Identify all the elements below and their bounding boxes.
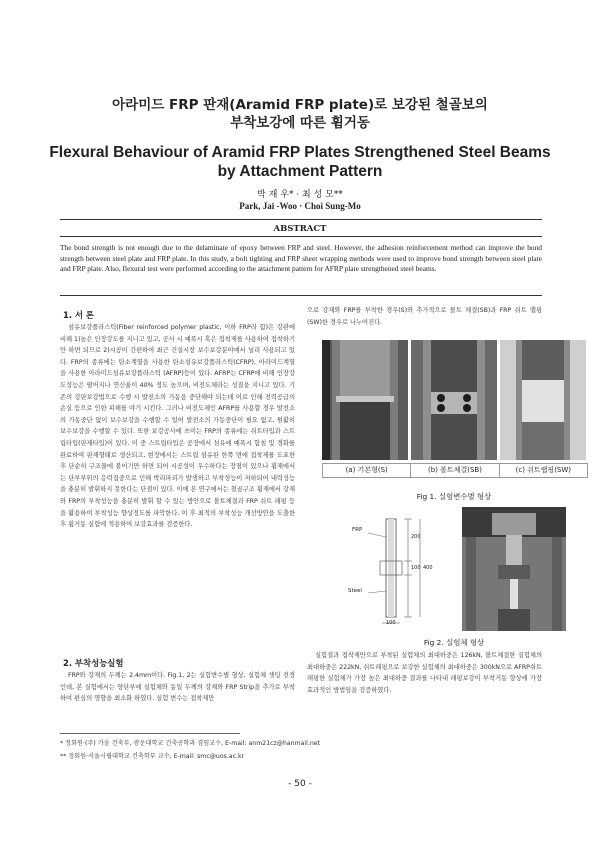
section2-body [60, 670, 295, 718]
title-korean-line1: 아라미드 FRP 판재(Aramid FRP plate)로 보강된 철골보의 [112, 97, 488, 113]
figure-2-drawing [328, 507, 458, 629]
section1-body [60, 322, 295, 640]
drawing-dim-2: 100 [411, 565, 421, 571]
abstract-bottom-rule [60, 295, 542, 296]
figure-1 [322, 340, 586, 478]
title-english-line2: by Attachment Pattern [217, 163, 383, 180]
figure-1-caption: Fig 1. 실험변수별 형상 [416, 492, 492, 501]
title-korean-line2: 부착보강에 따른 휨거동 [230, 115, 370, 131]
section2-paragraph: FRP와 강재의 두께는 2.4mm이다. Fig.1, 2는 실험변수별 형상, 실험체 셋팅 전경인데, 본 실험에서는 양단부에 실험체와 동일 두께의 강재와 FRP Strip을 추가로 부착하여 편심의 영향을 최소화 하였다. 실험 변수는 접착제만 [60, 672, 295, 703]
abstract-heading: ABSTRACT [273, 224, 327, 234]
title-english-line1: Flexural Behaviour of Aramid FRP Plates Strengthened Steel Beams [49, 144, 551, 161]
right-column-intro [307, 305, 542, 331]
abstract-heading-rule [60, 236, 542, 237]
right-column-results [307, 650, 542, 722]
right-column-intro-paragraph: 으로 강재와 FRP를 부착한 경우(S)와 추가적으로 볼트 체결(SB)과 FRP 쉬트 랩핑(SW)한 경우로 나누어진다. [307, 307, 542, 326]
figure-1-label-c: (c) 쉬트랩핑(SW) [515, 466, 572, 474]
photo-specimen-sb [411, 340, 497, 460]
authors-korean: 박 재 우* · 최 성 모** [257, 190, 343, 200]
drawing-dim-1: 200 [411, 534, 421, 540]
abstract-top-rule [60, 219, 542, 220]
section1-paragraph: 섬유보강플라스틱(Fiber reinforced polymer plastic, 이하 FRP라 함)은 강관에 비해 1)높은 인장강도를 지니고 있고, 공사 시 예폭시 혹은 접착제를 사용하여 접착하기만 하면 되므로 2)시공이 간편하여 최근 건설시장 보수보강분야에서 널리 사용되고 있다. FRP의 종류에는 탄소계열을 사용한 탄소섬유보강플라스틱(CFRP), 아라미드계열을 사용한 아라미드섬유보강플라스틱 (AFRP)등이 있다. AFRP는 CFRP에 비해 인장강도성능은 떨어지나 연신율이 40% 정도 높으며, 비전도체라는 성질을 지니고 있다. 기존의 강판보강법으로 수행 시 발전소의 가동을 중단해야 되는데 이로 인해 전력공급의 손실 등으로 인한 피해를 야기 시킨다. 그러나 비전도체인 AFRP를 사용할 경우 발전소의 가동중단 없이 보수보강을 수행할 수 있어 발전소의 가동중단이 필요 없고, 원활히 보수보강을 수행할 수 있다. 또한 보강공사에 쓰이는 FRP의 종류에는 쉬트타입과 스트립타입(판재타입)이 있다. 이 중 스트립타입은 공장에서 섬유에 예폭시 함침 및 경화를 완료하여 판재형태로 생산되고, 현장에서는 스트립 섬유판 한쪽 면에 접착제를 도포한 후 단순히 구조물에 붙이기만 하면 되어 시공성이 우수하다는 장점이 있으나 휨재에서는 단부부위의 응력집중으로 인해 박리파괴가 발생하고 부착성능이 저하되어 내력성능을 충분히 발휘하지 못한다는 단점이 있다. 이에 본 연구에서는 철골구조 휨재에서 강재와 FRP의 부착성능을 충분히 발휘 할 수 있는 방안으로 볼트체결과 FRP 쉬트 래핑 등을 활용하여 부착성능 향상정도를 파악한다. 이 후 최적의 부착성능 개선방안을 도출한 후 휨거동 실험에 적용하여 보강효과를 검증한다. [60, 324, 295, 529]
section1-title: 1. 서 론 [63, 310, 95, 320]
drawing-dim-bottom: 100 [386, 620, 396, 626]
abstract-text: The bond strength is not enough due to the delaminate of epoxy between FRP and steel. However, the adhesion reinforcement method can improve the bond strength between steel plate and FRP plate. In this study, a bolt tighting and FRP sheet wrapping methods were used to improve bond strength between steel plate and FRP plate. Also, flexural test were performed according to the attachment pattern for AFRP plate strengthened steel beams. [60, 243, 542, 274]
figure-2-caption: Fig 2. 실험체 형상 [423, 638, 485, 647]
drawing-label-steel: Steel [348, 588, 362, 594]
right-column-results-paragraph: 실험결과 접착제만으로 부착된 실험체의 최대하중은 126kN, 볼트체결한 실험체의 최대하중은 222kN, 쉬트래핑으로 보강한 실험체의 최대하중은 300kN으로 AFRP쉬트 래핑한 실험체가 가장 높은 최대하중 결과를 나타내 래핑보강이 부착거동 향상에 가장 효과적인 방법임을 검증하였다. [307, 652, 542, 694]
figure-1-label-a: (a) 기본형(S) [323, 464, 411, 477]
drawing-label-frp: FRP [352, 527, 363, 533]
photo-specimen-sw [500, 340, 586, 460]
drawing-dim-3: 400 [423, 565, 433, 571]
footnote-1: * 정회원·(주) 가윤 건축부, 광운대학교 건축공학과 겸임교수, E-mail: anm21cz@hanmail.net [60, 740, 320, 747]
photo-specimen-s [322, 340, 408, 460]
figure-1-label-b: (b) 볼트체결(SB) [411, 464, 499, 477]
figure-1-label-row [322, 463, 588, 478]
section2-title: 2. 부착성능실험 [63, 658, 124, 668]
authors-english: Park, Jai -Woo · Choi Sung-Mo [239, 201, 361, 211]
photo-test-setup [462, 507, 566, 631]
page-number: - 50 - [288, 779, 312, 789]
footnote-rule [60, 733, 240, 734]
footnote-2: ** 정회원·서울시립대학교 건축학부 교수, E-mail: smc@uos.ac.kr [60, 753, 245, 760]
